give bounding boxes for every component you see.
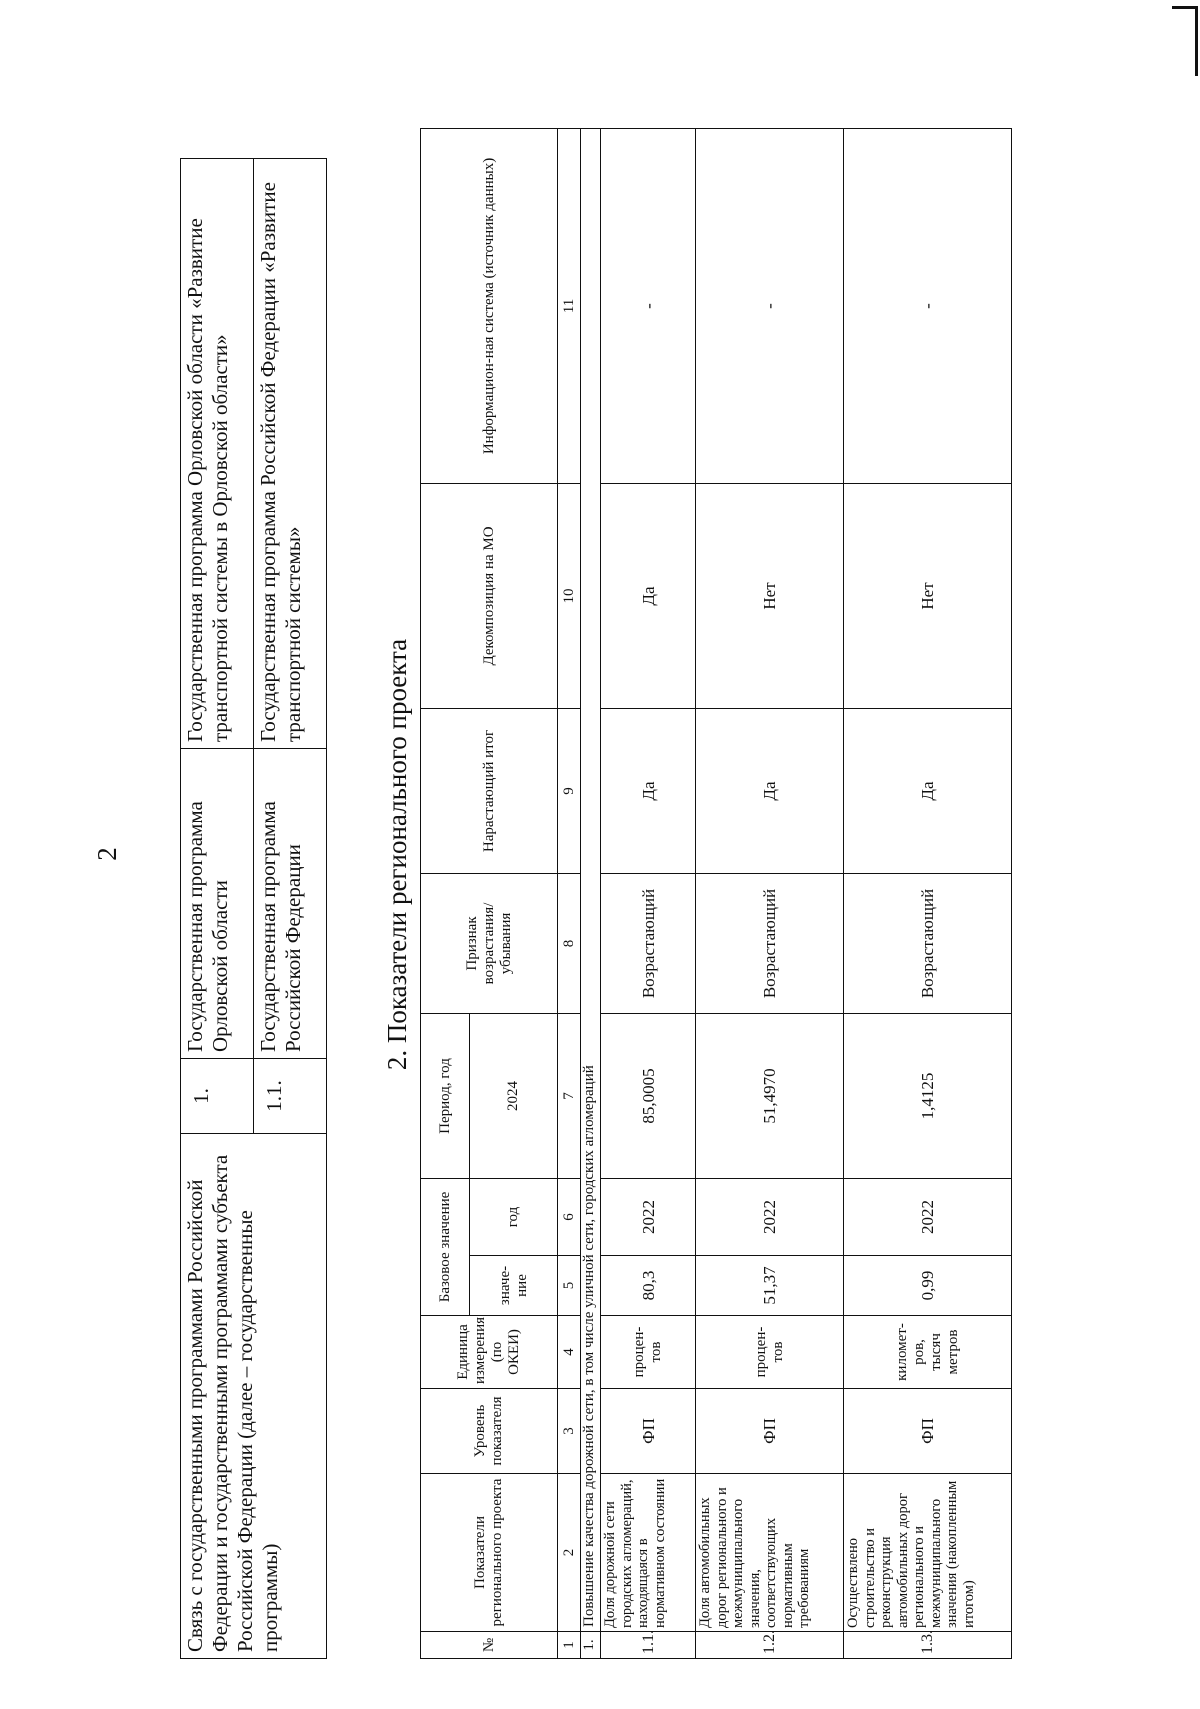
linkage-full-name: Государственная программа Орловской области «Развитие транспортной системы в Орловской области» bbox=[181, 159, 254, 749]
indicators-table bbox=[420, 128, 1012, 1659]
section-row bbox=[581, 128, 601, 1658]
column-number-row bbox=[558, 128, 581, 1658]
row-value-2024: 51,4970 bbox=[696, 1013, 844, 1178]
section-title: 2. Показатели регионального проекта bbox=[382, 638, 412, 1071]
program-linkage-table bbox=[180, 158, 327, 1659]
column-number: 2 bbox=[558, 1474, 581, 1632]
column-number: 9 bbox=[558, 708, 581, 873]
row-unit: километ-ров, тысяч метров bbox=[844, 1316, 1012, 1389]
row-name: Доля дорожной сети городских агломераций, находящаяся в нормативном состоянии bbox=[601, 1474, 696, 1632]
row-decomposition: Нет bbox=[844, 483, 1012, 708]
row-info-system: - bbox=[601, 128, 696, 483]
header-decomposition: Декомпозиция на МО bbox=[421, 483, 558, 708]
header-name: Показатели регионального проекта bbox=[421, 1474, 558, 1632]
header-base-year: год bbox=[470, 1178, 558, 1255]
section-title-cell: Повышение качества дорожной сети, в том числе уличной сети, городских агломераций bbox=[581, 128, 601, 1631]
row-sign: Возрастающий bbox=[601, 873, 696, 1013]
row-sign: Возрастающий bbox=[696, 873, 844, 1013]
row-name: Доля автомобильных дорог регионального и межмуниципального значения, соответствующих нормативным требованиям bbox=[696, 1474, 844, 1632]
column-number: 1 bbox=[558, 1632, 581, 1659]
column-number: 5 bbox=[558, 1256, 581, 1316]
column-number: 3 bbox=[558, 1389, 581, 1474]
linkage-label: Связь с государственными программами Российской Федерации и государственными программами субъекта Российской Федерации (далее – государственные программы) bbox=[181, 1134, 327, 1659]
linkage-program: Государственная программа Орловской области bbox=[181, 749, 254, 1059]
row-num: 1.1. bbox=[601, 1632, 696, 1659]
row-cumulative: Да bbox=[601, 708, 696, 873]
linkage-program: Государственная программа Российской Федерации bbox=[254, 749, 327, 1059]
row-info-system: - bbox=[844, 128, 1012, 483]
table-row bbox=[844, 128, 1012, 1658]
row-unit: процен-тов bbox=[601, 1316, 696, 1389]
row-cumulative: Да bbox=[696, 708, 844, 873]
header-level: Уровень показателя bbox=[421, 1389, 558, 1474]
row-cumulative: Да bbox=[844, 708, 1012, 873]
linkage-full-name: Государственная программа Российской Федерации «Развитие транспортной системы» bbox=[254, 159, 327, 749]
linkage-num: 1. bbox=[181, 1059, 254, 1134]
header-base-value: значе-ние bbox=[470, 1256, 558, 1316]
header-num: № bbox=[421, 1632, 558, 1659]
column-number: 6 bbox=[558, 1178, 581, 1255]
page-number: 2 bbox=[92, 847, 122, 861]
row-sign: Возрастающий bbox=[844, 873, 1012, 1013]
row-level: ФП bbox=[696, 1389, 844, 1474]
row-decomposition: Да bbox=[601, 483, 696, 708]
header-sign: Признак возрастания/ убывания bbox=[421, 873, 558, 1013]
header-period-year: 2024 bbox=[470, 1013, 558, 1178]
row-level: ФП bbox=[601, 1389, 696, 1474]
row-base-year: 2022 bbox=[601, 1178, 696, 1255]
row-value-2024: 85,0005 bbox=[601, 1013, 696, 1178]
header-period: Период, год bbox=[421, 1013, 470, 1178]
column-number: 4 bbox=[558, 1316, 581, 1389]
row-base-value: 80,3 bbox=[601, 1256, 696, 1316]
header-info-system: Информацион-ная система (источник данных) bbox=[421, 128, 558, 483]
linkage-num: 1.1. bbox=[254, 1059, 327, 1134]
linkage-row bbox=[181, 159, 254, 1659]
table-row bbox=[696, 128, 844, 1658]
row-value-2024: 1,4125 bbox=[844, 1013, 1012, 1178]
row-base-value: 0,99 bbox=[844, 1256, 1012, 1316]
row-base-year: 2022 bbox=[844, 1178, 1012, 1255]
table-row bbox=[601, 128, 696, 1658]
row-decomposition: Нет bbox=[696, 483, 844, 708]
column-number: 7 bbox=[558, 1013, 581, 1178]
row-name: Осуществлено строительство и реконструкция автомобильных дорог регионального и межмуниципального значения (накопленным итогом) bbox=[844, 1474, 1012, 1632]
row-info-system: - bbox=[696, 128, 844, 483]
row-unit: процен-тов bbox=[696, 1316, 844, 1389]
section-num: 1. bbox=[581, 1632, 601, 1659]
column-number: 11 bbox=[558, 128, 581, 483]
row-num: 1.2. bbox=[696, 1632, 844, 1659]
header-base: Базовое значение bbox=[421, 1178, 470, 1315]
row-level: ФП bbox=[844, 1389, 1012, 1474]
header-unit: Единица измерения (по ОКЕИ) bbox=[421, 1316, 558, 1389]
row-base-value: 51,37 bbox=[696, 1256, 844, 1316]
column-number: 10 bbox=[558, 483, 581, 708]
row-base-year: 2022 bbox=[696, 1178, 844, 1255]
header-row bbox=[421, 128, 470, 1658]
row-num: 1.3. bbox=[844, 1632, 1012, 1659]
header-cumulative: Нарастающий итог bbox=[421, 708, 558, 873]
column-number: 8 bbox=[558, 873, 581, 1013]
